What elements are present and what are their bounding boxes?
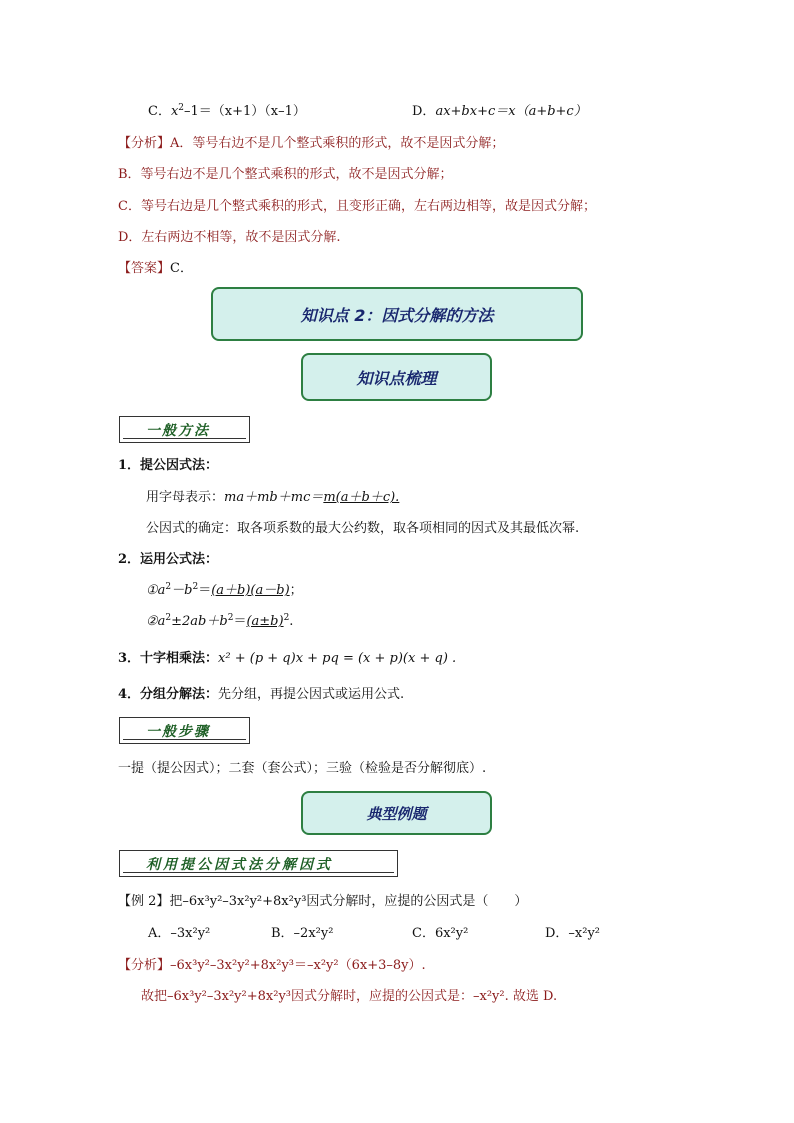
analysis-line-d: D．左右两边不相等，故不是因式分解. xyxy=(118,230,341,245)
tag-common-factor-method: 利用提公因式法分解因式 xyxy=(119,850,398,877)
method2-formula-2: $②a^2\pm 2ab+b^2=(a\pm b)^2$. xyxy=(146,613,294,629)
analysis-line-a: 【分析】A．等号右边不是几个整式乘积的形式，故不是因式分解； xyxy=(118,136,505,151)
option-d: D．ax+bx+c＝x（a+b+c） xyxy=(412,104,587,119)
example2-question: 【例 2】把–6x³y²–3x²y²+8x²y³因式分解时，应提的公因式是（ ） xyxy=(118,894,528,909)
answer-line: 【答案】C． xyxy=(118,261,193,276)
banner-typical-examples: 典型例题 xyxy=(301,791,492,835)
method2-title: 2．运用公式法： xyxy=(118,552,219,567)
analysis-line-b: B．等号右边不是几个整式乘积的形式，故不是因式分解； xyxy=(118,167,453,182)
analysis2-line-1: 【分析】–6x³y²–3x²y²+8x²y³＝–x²y²（6x+3–8y）. xyxy=(118,958,426,973)
option-c: C．$x^2-1=(x+1)(x-1)$ xyxy=(148,103,306,119)
answer-tag: 【答案】 xyxy=(118,261,171,276)
method1-title: 1．提公因式法： xyxy=(118,458,219,473)
banner-knowledge-summary: 知识点梳理 xyxy=(301,353,492,401)
method2-formula-1: $①a^2-b^2=(a+b)(a-b)$； xyxy=(146,582,303,598)
tag-general-methods: 一般方法 xyxy=(119,416,250,443)
example2-option-d: D．–x²y² xyxy=(545,926,601,941)
banner-knowledge-point-2: 知识点 2：因式分解的方法 xyxy=(211,287,583,341)
analysis2-line-2: 故把–6x³y²–3x²y²+8x²y³因式分解时，应提的公因式是：–x²y². 故选 D. xyxy=(141,989,558,1004)
tag-general-steps: 一般步骤 xyxy=(119,717,250,744)
example2-option-c: C．6x²y² xyxy=(412,926,469,941)
method1-note: 公因式的确定：取各项系数的最大公约数，取各项相同的因式及其最低次幂. xyxy=(146,521,580,536)
example-tag: 【例 2】 xyxy=(118,894,170,909)
example2-option-a: A．–3x²y² xyxy=(148,926,211,941)
analysis2-tag: 【分析】 xyxy=(118,958,171,973)
analysis-line-c: C．等号右边是几个整式乘积的形式，且变形正确，左右两边相等，故是因式分解； xyxy=(118,199,596,214)
steps-text: 一提（提公因式）；二套（套公式）；三验（检验是否分解彻底）. xyxy=(118,761,487,776)
analysis-tag: 【分析】 xyxy=(118,136,171,151)
method1-formula: 用字母表示：ma＋mb＋mc＝m(a＋b＋c). xyxy=(146,490,400,505)
method3: 3．十字相乘法：x² + (p + q)x + pq = (x + p)(x + q) . xyxy=(118,651,457,666)
method4: 4．分组分解法：先分组，再提公因式或运用公式. xyxy=(118,687,405,702)
example2-option-b: B．–2x²y² xyxy=(271,926,334,941)
